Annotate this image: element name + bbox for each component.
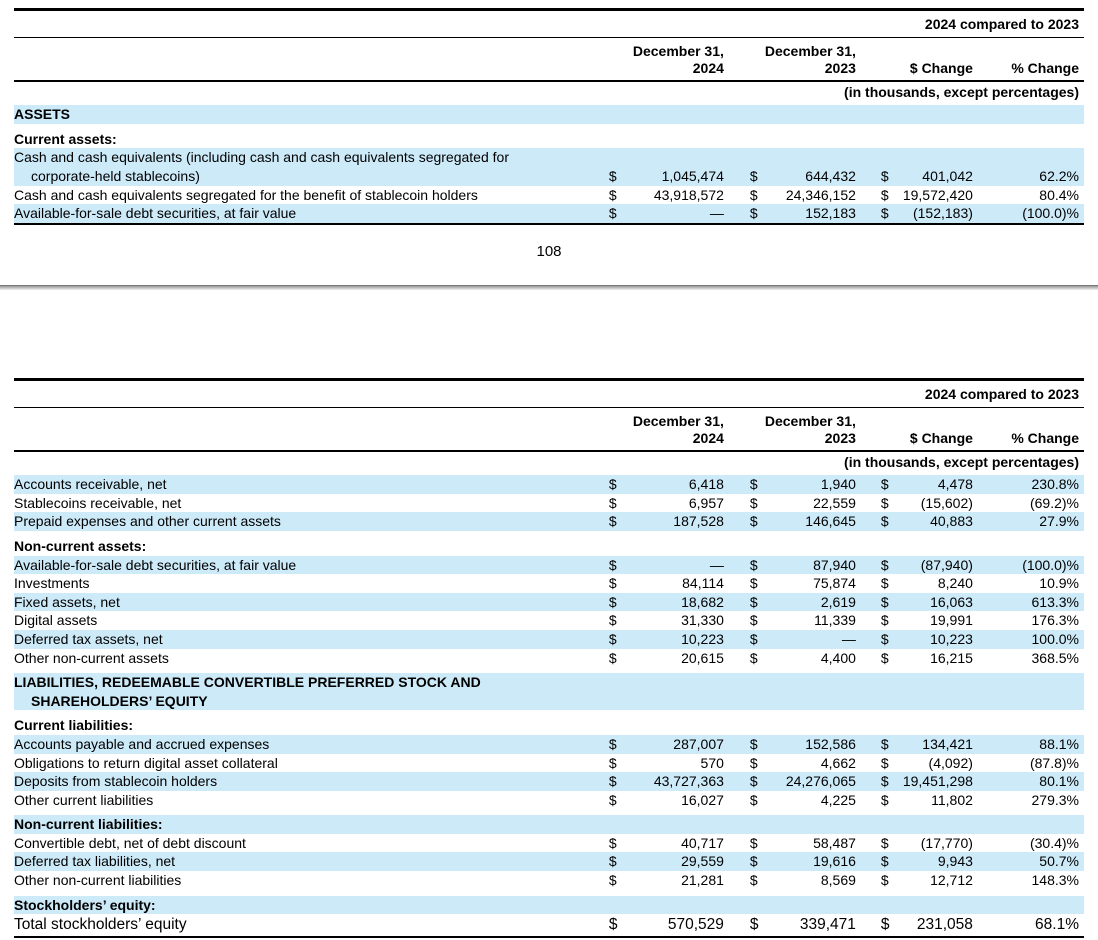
row-label: Other current liabilities xyxy=(14,791,154,808)
row-label: Digital assets xyxy=(14,612,98,629)
currency-symbol: $ xyxy=(880,630,889,647)
currency-symbol xyxy=(856,896,887,915)
currency-symbol: $ xyxy=(880,556,889,573)
currency-symbol: $ xyxy=(880,593,889,610)
amount-2023: 24,276,065 xyxy=(785,773,856,790)
financial-document xyxy=(0,8,1098,938)
section-row xyxy=(14,716,1084,735)
currency-symbol: $ xyxy=(749,773,758,790)
amount-2023: 152,586 xyxy=(805,735,856,752)
row-label: Investments xyxy=(14,575,90,592)
amount-2024: 570,529 xyxy=(635,914,724,937)
percent-change-value: (100.0)% xyxy=(1022,556,1079,573)
percent-change-value: 27.9% xyxy=(1039,513,1079,530)
percent-change-value xyxy=(973,105,1084,124)
col-header-dec-2023: December 31, 2023 xyxy=(724,407,856,451)
currency-symbol xyxy=(724,716,757,735)
amount-2024: 187,528 xyxy=(673,513,724,530)
currency-symbol: $ xyxy=(880,872,889,889)
percent-change-value xyxy=(973,537,1084,556)
amount-2023: 11,339 xyxy=(814,612,856,629)
percent-change-value: 230.8% xyxy=(1031,476,1079,493)
page-number: 108 xyxy=(536,242,562,260)
currency-symbol xyxy=(724,896,757,915)
section-row xyxy=(14,105,1084,124)
section-row xyxy=(14,896,1084,915)
currency-symbol: $ xyxy=(880,186,889,203)
currency-symbol: $ xyxy=(749,513,758,530)
currency-symbol: $ xyxy=(749,791,758,808)
amount-2024 xyxy=(635,130,724,149)
currency-symbol: $ xyxy=(749,853,758,870)
row-label: Prepaid expenses and other current assets xyxy=(14,513,281,530)
currency-symbol xyxy=(609,130,635,149)
page-1 xyxy=(0,8,1098,285)
percent-change-value: 148.3% xyxy=(1031,872,1079,889)
dollar-change-value: 19,991 xyxy=(930,612,973,629)
amount-2023 xyxy=(757,815,856,834)
amount-2023: 1,940 xyxy=(820,476,856,493)
table-row xyxy=(14,593,1084,612)
row-label: Cash and cash equivalents (including cash and cash equivalents segregated for corporate-held stablecoins) xyxy=(14,149,509,184)
units-note-row xyxy=(14,81,1084,106)
currency-symbol xyxy=(724,537,757,556)
currency-symbol: $ xyxy=(856,204,887,224)
dollar-change-value: 401,042 xyxy=(922,167,973,184)
currency-symbol: $ xyxy=(749,186,758,203)
amount-2024: 43,727,363 xyxy=(653,773,724,790)
amount-2023: 58,487 xyxy=(813,834,856,851)
table-row xyxy=(14,914,1084,937)
dollar-change-value: (4,092) xyxy=(928,754,973,771)
currency-symbol: $ xyxy=(608,612,617,629)
percent-change-value: 80.1% xyxy=(1039,773,1079,790)
currency-symbol: $ xyxy=(608,773,617,790)
amount-2024: 570 xyxy=(700,754,724,771)
table-row xyxy=(14,735,1084,754)
currency-symbol: $ xyxy=(608,754,617,771)
amount-2023 xyxy=(757,537,856,556)
dollar-change-value xyxy=(887,130,973,149)
table-row xyxy=(14,204,1084,224)
currency-symbol: $ xyxy=(608,872,617,889)
assets-comparison-table xyxy=(14,8,1084,225)
table-row xyxy=(14,611,1084,630)
amount-2023: 22,559 xyxy=(813,494,856,511)
percent-change-value xyxy=(973,130,1084,149)
row-label: Other non-current assets xyxy=(14,649,169,666)
compare-period-label: 2024 compared to 2023 xyxy=(14,10,1084,38)
currency-symbol: $ xyxy=(608,513,617,530)
amount-2024: 84,114 xyxy=(682,575,724,592)
row-label: Deposits from stablecoin holders xyxy=(14,773,218,790)
row-label: Deferred tax assets, net xyxy=(14,630,163,647)
currency-symbol: $ xyxy=(724,204,757,224)
row-label: Current liabilities: xyxy=(14,717,134,734)
currency-symbol: $ xyxy=(749,735,758,752)
amount-2024: 18,682 xyxy=(681,593,724,610)
currency-symbol: $ xyxy=(724,914,757,937)
currency-symbol xyxy=(856,130,887,149)
assets-table-body xyxy=(14,105,1084,224)
amount-2023: 339,471 xyxy=(757,914,856,937)
amount-2024 xyxy=(635,673,724,710)
percent-change-value: 50.7% xyxy=(1039,853,1079,870)
currency-symbol xyxy=(724,105,757,124)
dollar-change-value xyxy=(887,716,973,735)
table-row xyxy=(14,494,1084,513)
col-header-pct-change: % Change xyxy=(973,407,1084,451)
currency-symbol: $ xyxy=(856,914,887,937)
units-note: (in thousands, except percentages) xyxy=(844,453,1079,470)
dollar-change-value xyxy=(887,105,973,124)
currency-symbol: $ xyxy=(880,649,889,666)
percent-change-value: 10.9% xyxy=(1039,575,1079,592)
col-header-pct-change: % Change xyxy=(973,37,1084,81)
percent-change-value xyxy=(973,815,1084,834)
amount-2024: 6,418 xyxy=(688,476,724,493)
dollar-change-value xyxy=(887,896,973,915)
row-label: Non-current assets: xyxy=(14,537,147,554)
dollar-change-value: 12,712 xyxy=(930,872,973,889)
currency-symbol: $ xyxy=(608,649,617,666)
amount-2024: 10,223 xyxy=(681,630,724,647)
currency-symbol: $ xyxy=(880,494,889,511)
currency-symbol xyxy=(609,537,635,556)
amount-2024: 20,615 xyxy=(681,649,724,666)
currency-symbol: $ xyxy=(749,494,758,511)
currency-symbol xyxy=(856,815,887,834)
amount-2024: 43,918,572 xyxy=(653,186,724,203)
units-note-row xyxy=(14,451,1084,476)
amount-2024: 16,027 xyxy=(681,791,724,808)
currency-symbol: $ xyxy=(749,630,758,647)
currency-symbol: $ xyxy=(749,575,758,592)
dollar-change-value: (87,940) xyxy=(920,556,973,573)
currency-symbol: $ xyxy=(749,556,758,573)
currency-symbol xyxy=(856,673,887,710)
currency-symbol: $ xyxy=(880,834,889,851)
amount-2024: — xyxy=(709,556,724,573)
dollar-change-value: 10,223 xyxy=(930,630,973,647)
row-label: Stablecoins receivable, net xyxy=(14,494,182,511)
dollar-change-value: 9,943 xyxy=(937,853,973,870)
column-header-row xyxy=(14,407,1084,451)
page-2 xyxy=(0,290,1098,938)
amount-2023: 146,645 xyxy=(805,513,856,530)
amount-2023 xyxy=(757,105,856,124)
percent-change-value: (30.4)% xyxy=(1029,834,1079,851)
section-row xyxy=(14,130,1084,149)
dollar-change-value: (17,770) xyxy=(920,834,973,851)
row-label: Non-current liabilities: xyxy=(14,816,163,833)
table-row xyxy=(14,852,1084,871)
percent-change-value xyxy=(973,673,1084,710)
currency-symbol: $ xyxy=(749,167,758,184)
currency-symbol: $ xyxy=(609,914,635,937)
table-row xyxy=(14,630,1084,649)
dollar-change-value: 16,215 xyxy=(930,649,973,666)
table-row xyxy=(14,186,1084,205)
amount-2023: 4,662 xyxy=(820,754,856,771)
row-label: LIABILITIES, REDEEMABLE CONVERTIBLE PREFERRED STOCK AND SHAREHOLDERS’ EQUITY xyxy=(14,674,481,709)
compare-period-label: 2024 compared to 2023 xyxy=(14,380,1084,408)
amount-2024 xyxy=(635,716,724,735)
row-label: Stockholders’ equity: xyxy=(14,896,156,913)
currency-symbol xyxy=(856,716,887,735)
amount-2023: 152,183 xyxy=(757,204,856,224)
amount-2024: 21,281 xyxy=(681,872,724,889)
label-column-header xyxy=(14,37,609,81)
section-row xyxy=(14,815,1084,834)
row-label: Accounts payable and accrued expenses xyxy=(14,735,270,752)
amount-2024: 6,957 xyxy=(688,494,724,511)
table-row xyxy=(14,556,1084,575)
row-label: Total stockholders’ equity xyxy=(14,914,609,937)
liabilities-equity-comparison-table xyxy=(14,378,1084,938)
currency-symbol xyxy=(609,716,635,735)
currency-symbol: $ xyxy=(608,853,617,870)
row-label: Deferred tax liabilities, net xyxy=(14,853,176,870)
amount-2023: 87,940 xyxy=(813,556,856,573)
row-label: Fixed assets, net xyxy=(14,593,120,610)
amount-2024: 40,717 xyxy=(681,834,724,851)
row-label: Cash and cash equivalents segregated for the benefit of stablecoin holders xyxy=(14,186,478,203)
currency-symbol: $ xyxy=(608,593,617,610)
percent-change-value: (100.0)% xyxy=(973,204,1084,224)
row-label: ASSETS xyxy=(14,106,71,123)
currency-symbol: $ xyxy=(749,649,758,666)
amount-2024: 287,007 xyxy=(673,735,724,752)
col-header-dec-2023: December 31, 2023 xyxy=(724,37,856,81)
amount-2024: 1,045,474 xyxy=(661,167,724,184)
currency-symbol xyxy=(724,130,757,149)
currency-symbol xyxy=(609,896,635,915)
amount-2024 xyxy=(635,896,724,915)
currency-symbol: $ xyxy=(608,556,617,573)
amount-2023: 4,400 xyxy=(820,649,856,666)
col-header-dec-2024: December 31, 2024 xyxy=(609,37,724,81)
amount-2024: 29,559 xyxy=(681,853,724,870)
amount-2023: — xyxy=(841,630,856,647)
amount-2023 xyxy=(757,130,856,149)
currency-symbol: $ xyxy=(749,476,758,493)
amount-2023: 19,616 xyxy=(813,853,856,870)
dollar-change-value xyxy=(887,673,973,710)
currency-symbol: $ xyxy=(880,612,889,629)
amount-2023 xyxy=(757,896,856,915)
dollar-change-value: (15,602) xyxy=(920,494,973,511)
currency-symbol: $ xyxy=(608,494,617,511)
amount-2024: 31,330 xyxy=(681,612,724,629)
percent-change-value: 68.1% xyxy=(973,914,1084,937)
currency-symbol xyxy=(724,815,757,834)
amount-2024: — xyxy=(635,204,724,224)
row-label: Current assets: xyxy=(14,130,117,147)
dollar-change-value: 40,883 xyxy=(930,513,973,530)
amount-2024 xyxy=(635,815,724,834)
amount-2023: 24,346,152 xyxy=(785,186,856,203)
percent-change-value: 100.0% xyxy=(1031,630,1079,647)
section-row xyxy=(14,537,1084,556)
percent-change-value xyxy=(973,716,1084,735)
amount-2023: 75,874 xyxy=(813,575,856,592)
table-row xyxy=(14,871,1084,890)
amount-2023: 2,619 xyxy=(820,593,856,610)
units-note: (in thousands, except percentages) xyxy=(844,83,1079,100)
table-row xyxy=(14,791,1084,810)
currency-symbol xyxy=(609,815,635,834)
col-header-dollar-change: $ Change xyxy=(856,407,973,451)
row-label: Other non-current liabilities xyxy=(14,872,182,889)
currency-symbol: $ xyxy=(749,872,758,889)
currency-symbol: $ xyxy=(608,834,617,851)
dollar-change-value: 16,063 xyxy=(930,593,973,610)
currency-symbol: $ xyxy=(880,773,889,790)
currency-symbol: $ xyxy=(880,735,889,752)
amount-2023 xyxy=(757,716,856,735)
dollar-change-value xyxy=(887,537,973,556)
currency-symbol xyxy=(609,673,635,710)
row-label: Convertible debt, net of debt discount xyxy=(14,834,246,851)
currency-symbol: $ xyxy=(608,630,617,647)
row-label: Accounts receivable, net xyxy=(14,476,167,493)
currency-symbol: $ xyxy=(880,476,889,493)
dollar-change-value: 231,058 xyxy=(887,914,973,937)
percent-change-value: (69.2)% xyxy=(1029,494,1079,511)
percent-change-value: 88.1% xyxy=(1039,735,1079,752)
dollar-change-value: 19,572,420 xyxy=(902,186,973,203)
currency-symbol: $ xyxy=(608,476,617,493)
currency-symbol: $ xyxy=(749,593,758,610)
column-header-row xyxy=(14,37,1084,81)
liabilities-table-body xyxy=(14,475,1084,937)
compare-period-row xyxy=(14,10,1084,38)
col-header-dollar-change: $ Change xyxy=(856,37,973,81)
amount-2023 xyxy=(757,673,856,710)
currency-symbol xyxy=(856,537,887,556)
row-label: Available-for-sale debt securities, at fair value xyxy=(14,204,609,224)
currency-symbol: $ xyxy=(880,791,889,808)
table-row xyxy=(14,649,1084,668)
amount-2023: 4,225 xyxy=(820,791,856,808)
currency-symbol xyxy=(724,673,757,710)
percent-change-value xyxy=(973,896,1084,915)
currency-symbol: $ xyxy=(749,834,758,851)
currency-symbol: $ xyxy=(880,754,889,771)
percent-change-value: 62.2% xyxy=(1039,167,1079,184)
currency-symbol: $ xyxy=(609,204,635,224)
dollar-change-value: (152,183) xyxy=(887,204,973,224)
percent-change-value: 80.4% xyxy=(1039,186,1079,203)
table-row xyxy=(14,512,1084,531)
amount-2024 xyxy=(635,537,724,556)
table-row xyxy=(14,475,1084,494)
table-row xyxy=(14,834,1084,853)
currency-symbol: $ xyxy=(608,575,617,592)
percent-change-value: 176.3% xyxy=(1031,612,1079,629)
table-row xyxy=(14,772,1084,791)
percent-change-value: 279.3% xyxy=(1031,791,1079,808)
dollar-change-value: 11,802 xyxy=(931,791,973,808)
label-column-header xyxy=(14,407,609,451)
currency-symbol: $ xyxy=(608,186,617,203)
currency-symbol: $ xyxy=(880,853,889,870)
currency-symbol: $ xyxy=(880,167,889,184)
currency-symbol xyxy=(609,105,635,124)
amount-2023: 8,569 xyxy=(820,872,856,889)
dollar-change-value: 4,478 xyxy=(937,476,973,493)
currency-symbol: $ xyxy=(608,167,617,184)
currency-symbol xyxy=(856,105,887,124)
row-label: Obligations to return digital asset collateral xyxy=(14,754,278,771)
table-row xyxy=(14,754,1084,773)
table-row xyxy=(14,574,1084,593)
section-row xyxy=(14,673,1084,710)
percent-change-value: 368.5% xyxy=(1031,649,1079,666)
row-label: Available-for-sale debt securities, at fair value xyxy=(14,556,297,573)
col-header-dec-2024: December 31, 2024 xyxy=(609,407,724,451)
currency-symbol: $ xyxy=(608,791,617,808)
amount-2024 xyxy=(635,105,724,124)
dollar-change-value xyxy=(887,815,973,834)
compare-period-row xyxy=(14,380,1084,408)
currency-symbol: $ xyxy=(749,612,758,629)
currency-symbol: $ xyxy=(880,575,889,592)
dollar-change-value: 134,421 xyxy=(922,735,973,752)
currency-symbol: $ xyxy=(608,735,617,752)
currency-symbol: $ xyxy=(749,754,758,771)
currency-symbol: $ xyxy=(880,513,889,530)
percent-change-value: (87.8)% xyxy=(1029,754,1079,771)
percent-change-value: 613.3% xyxy=(1031,593,1079,610)
dollar-change-value: 8,240 xyxy=(937,575,973,592)
amount-2023: 644,432 xyxy=(805,167,856,184)
table-row xyxy=(14,148,1084,185)
dollar-change-value: 19,451,298 xyxy=(902,773,973,790)
